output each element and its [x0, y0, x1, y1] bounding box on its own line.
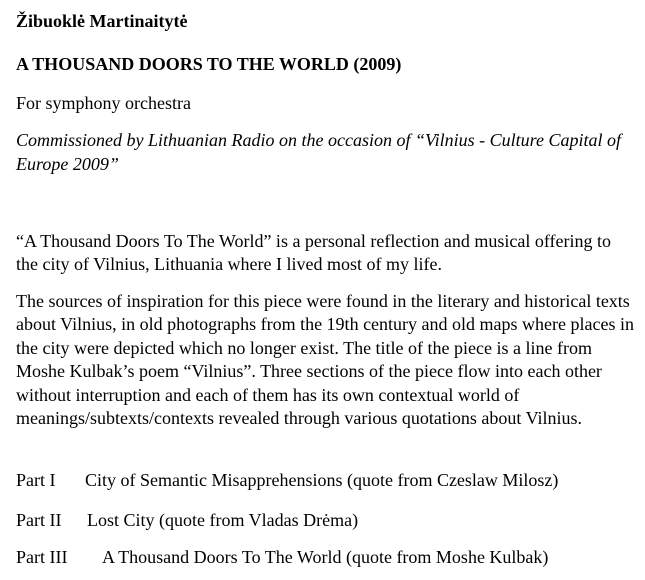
- instrumentation-line: For symphony orchestra: [16, 93, 191, 113]
- part-description: A Thousand Doors To The World (quote from Moshe Kulbak): [102, 547, 549, 567]
- paragraph-intro: “A Thousand Doors To The World” is a personal reflection and musical offering to the city of Vilnius, Lithuania where I lived most of my life.: [16, 231, 611, 275]
- part-row-2: [16, 509, 358, 531]
- work-title: A THOUSAND DOORS TO THE WORLD (2009): [16, 54, 402, 74]
- part-row-1: [16, 469, 558, 491]
- paragraph-inspiration: The sources of inspiration for this piece were found in the literary and historical texts about Vilnius, in old photographs from the 19th century and old maps where places in the city were depicted which no longer exist. The title of the piece is a line from Moshe Kulbak’s poem “Vilnius”. Three sections of the piece flow into each other without interruption and each of them has its own contextual world of meanings/subtexts/contexts revealed through various quotations about Vilnius.: [16, 291, 634, 429]
- part-label: Part II: [16, 510, 62, 530]
- part-row-3: [16, 546, 548, 568]
- part-description: Lost City (quote from Vladas Drėma): [87, 510, 359, 530]
- composer-name: Žibuoklė Martinaitytė: [16, 11, 188, 31]
- part-description: City of Semantic Misapprehensions (quote from Czeslaw Milosz): [85, 470, 559, 490]
- commission-note: Commissioned by Lithuanian Radio on the occasion of “Vilnius - Culture Capital of Europe 2009”: [16, 130, 621, 174]
- part-label: Part III: [16, 547, 68, 567]
- part-label: Part I: [16, 470, 56, 490]
